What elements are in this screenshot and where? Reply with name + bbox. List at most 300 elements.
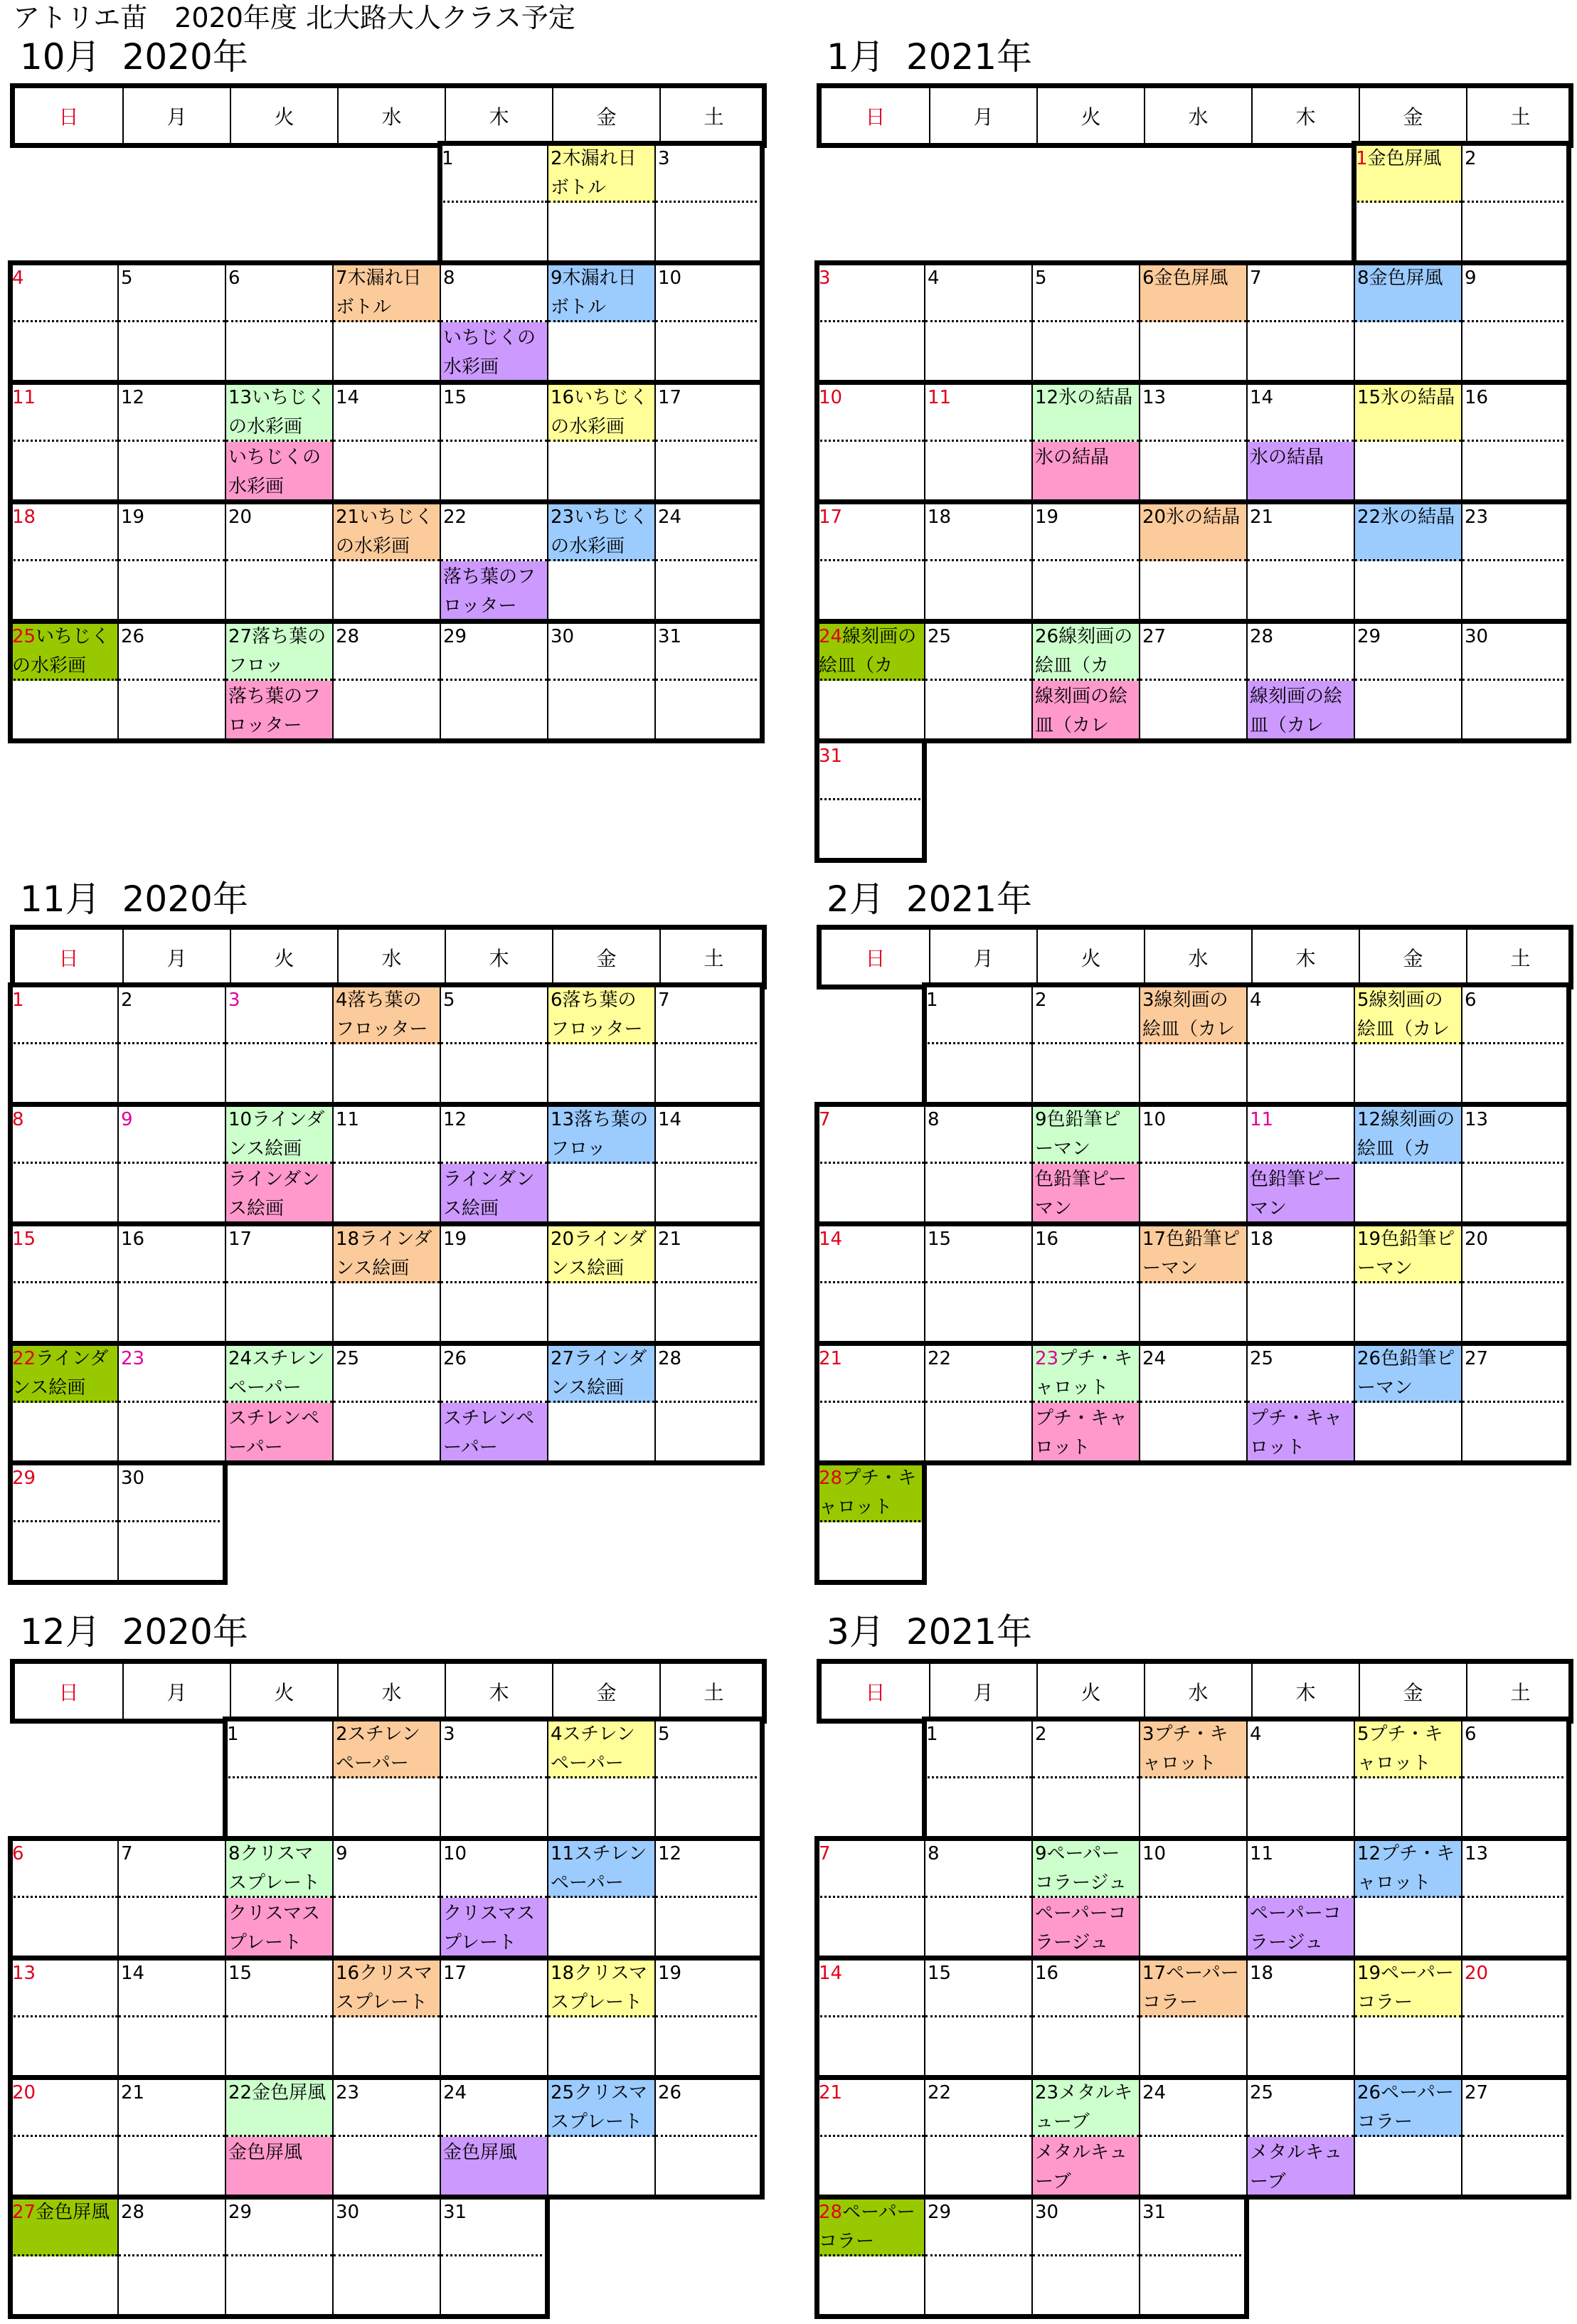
day-cell[interactable] [117,262,225,382]
class-title: 色鉛筆ピーマン [1142,1229,1241,1279]
class-slot-bottom [334,1044,440,1104]
day-cell[interactable] [10,1838,117,1958]
class-title: 木漏れ日ボトル [551,267,637,318]
day-cell[interactable] [332,985,440,1104]
year-label: 2020年 [122,879,248,920]
day-cell[interactable] [1031,1343,1139,1463]
class-slot-top [656,2077,762,2137]
day-cell[interactable] [1354,1719,1461,1838]
class-slot-top [1140,2077,1246,2137]
day-cell[interactable] [654,621,762,741]
day-cell[interactable] [225,621,332,741]
day-cell[interactable] [225,262,332,382]
day-number: 26 [1357,2082,1381,2103]
day-cell[interactable] [117,2197,225,2316]
day-cell[interactable] [440,502,547,621]
class-slot-top [656,1224,762,1283]
day-cell[interactable] [332,262,440,382]
day-number: 4 [1250,989,1262,1011]
day-cell[interactable] [1461,502,1568,621]
day-number: 16 [121,1229,145,1250]
day-cell[interactable] [1354,2077,1461,2197]
day-cell[interactable] [225,1838,332,1958]
class-slot-bottom [817,2137,924,2197]
day-cell[interactable] [1139,1343,1246,1463]
class-slot-top [1355,985,1461,1044]
class-slot-top [817,741,924,800]
day-cell[interactable] [924,502,1031,621]
day-cell[interactable] [547,143,654,262]
class-slot-top [817,2077,924,2137]
class-title: クリスマスプレート [443,1903,535,1953]
day-cell[interactable] [332,1224,440,1343]
class-slot-top [119,1838,225,1898]
day-cell[interactable] [654,143,762,262]
day-cell[interactable] [440,1838,547,1958]
day-number: 9 [336,1843,348,1864]
class-slot-bottom [10,681,117,741]
day-cell[interactable] [817,1224,924,1343]
class-slot-bottom [10,1403,117,1463]
day-cell[interactable] [547,621,654,741]
class-slot-bottom [548,1044,654,1104]
class-slot-top [119,382,225,442]
day-cell[interactable] [440,1224,547,1343]
day-cell[interactable] [440,143,547,262]
class-slot-bottom [10,322,117,382]
class-slot-top [1462,1958,1568,2017]
day-cell[interactable] [1139,262,1246,382]
day-cell[interactable] [817,1343,924,1463]
day-cell[interactable] [1031,1224,1139,1343]
day-cell[interactable] [547,1719,654,1838]
class-slot-bottom [817,1522,924,1582]
day-cell[interactable] [1031,502,1139,621]
class-slot-top [334,262,440,322]
class-slot-top [10,2077,117,2137]
class-slot-top [334,2197,440,2256]
day-cell[interactable] [1031,1958,1139,2077]
class-slot-top [441,2077,547,2137]
day-cell[interactable] [1354,1343,1461,1463]
day-cell[interactable] [117,502,225,621]
day-cell[interactable] [654,985,762,1104]
class-slot-bottom [1033,2256,1139,2316]
day-cell[interactable] [654,262,762,382]
day-cell[interactable] [1031,1719,1139,1838]
day-cell[interactable] [332,1838,440,1958]
day-cell[interactable] [547,262,654,382]
day-number: 28 [336,626,360,647]
day-cell[interactable] [225,1958,332,2077]
class-title: ラインダンス絵画 [551,1348,647,1399]
class-title: ラインダンス絵画 [228,1109,325,1160]
day-cell[interactable] [1354,1224,1461,1343]
day-cell[interactable] [1354,143,1461,262]
day-cell[interactable] [1354,1838,1461,1958]
day-cell[interactable] [1354,262,1461,382]
day-cell[interactable] [1461,985,1568,1104]
day-cell[interactable] [10,502,117,621]
day-cell[interactable] [654,502,762,621]
day-number: 28 [819,1468,843,1489]
day-cell[interactable] [117,1343,225,1463]
day-cell[interactable] [1139,985,1246,1104]
day-number: 12 [1357,1843,1381,1864]
day-cell[interactable] [332,1719,440,1838]
class-title: 氷の結晶 [1381,506,1455,528]
class-slot-bottom [119,1898,225,1958]
day-cell[interactable] [1139,1958,1246,2077]
day-number: 4 [551,1724,563,1745]
day-cell[interactable] [1461,1104,1568,1224]
class-slot-top [817,1463,924,1522]
day-cell[interactable] [440,2077,547,2197]
day-cell[interactable] [1031,382,1139,502]
day-number: 14 [658,1109,682,1130]
day-cell[interactable] [817,382,924,502]
class-slot-top [1248,1958,1354,2017]
day-cell[interactable] [817,262,924,382]
day-cell[interactable] [1461,1343,1568,1463]
day-cell[interactable] [1246,2077,1354,2197]
class-slot-bottom [548,1778,654,1838]
class-slot-top [548,1104,654,1164]
day-cell[interactable] [1461,1719,1568,1838]
day-number: 21 [336,506,360,528]
day-cell[interactable] [10,1224,117,1343]
day-cell[interactable] [1246,1838,1354,1958]
class-slot-bottom [924,1778,1031,1838]
class-title: 落ち葉のフロッター [551,989,643,1040]
day-cell[interactable] [10,985,117,1104]
class-slot-bottom [1248,2017,1354,2077]
day-cell[interactable] [547,1224,654,1343]
day-number: 10 [1142,1843,1167,1864]
day-number: 4 [12,267,24,289]
day-cell[interactable] [1246,1958,1354,2077]
day-cell[interactable] [654,1838,762,1958]
day-cell[interactable] [1139,382,1246,502]
day-number: 17 [1142,1963,1167,1984]
day-cell[interactable] [225,1104,332,1224]
day-cell[interactable] [547,1343,654,1463]
day-cell[interactable] [225,2197,332,2316]
day-number: 2 [336,1724,348,1745]
day-cell[interactable] [1031,985,1139,1104]
day-cell[interactable] [1461,382,1568,502]
day-cell[interactable] [924,1838,1031,1958]
day-cell[interactable] [440,2197,547,2316]
day-cell[interactable] [1031,2197,1139,2316]
day-cell[interactable] [1354,985,1461,1104]
class-slot-bottom [548,322,654,382]
day-cell[interactable] [225,2077,332,2197]
class-slot-bottom [817,2017,924,2077]
class-slot-bottom [1462,322,1568,382]
day-cell[interactable] [817,2197,924,2316]
day-number: 5 [121,267,133,289]
weekday-3: 水 [337,1664,445,1719]
class-slot-top [1355,262,1461,322]
day-number: 21 [819,1348,843,1369]
day-number: 24 [443,2082,467,2103]
day-cell[interactable] [440,1104,547,1224]
day-cell[interactable] [1031,1838,1139,1958]
class-slot-top [925,2077,1031,2137]
day-cell[interactable] [1461,2077,1568,2197]
day-cell[interactable] [924,262,1031,382]
day-cell[interactable] [117,985,225,1104]
class-slot-top [1248,1104,1354,1164]
weekday-5: 金 [552,1664,659,1719]
day-number: 23 [121,1348,145,1369]
day-cell[interactable] [225,985,332,1104]
class-slot-bottom [656,203,762,262]
day-cell[interactable] [117,1104,225,1224]
class-slot-bottom [817,561,924,621]
day-cell[interactable] [817,621,924,741]
day-cell[interactable] [1031,262,1139,382]
day-cell[interactable] [817,2077,924,2197]
class-title: 線刻画の絵皿（カ [1035,626,1133,676]
class-slot-bottom [1033,442,1139,502]
class-slot-bottom [1140,2137,1246,2197]
day-cell[interactable] [1461,262,1568,382]
day-cell[interactable] [1246,621,1354,741]
day-cell[interactable] [1139,1838,1246,1958]
day-cell[interactable] [225,1343,332,1463]
class-slot-bottom [225,1778,332,1838]
day-cell[interactable] [817,1958,924,2077]
class-slot-bottom [817,1283,924,1343]
class-slot-bottom [1033,1403,1139,1463]
day-cell[interactable] [10,1958,117,2077]
day-cell[interactable] [547,1104,654,1224]
day-cell[interactable] [10,621,117,741]
day-number: 25 [1250,1348,1274,1369]
day-cell[interactable] [440,1719,547,1838]
class-slot-bottom [925,1403,1031,1463]
day-cell[interactable] [924,985,1031,1104]
day-cell[interactable] [1246,262,1354,382]
day-cell[interactable] [1461,1224,1568,1343]
day-number: 28 [1250,626,1274,647]
day-number: 18 [12,506,36,528]
month-title [827,878,1032,920]
day-cell[interactable] [332,1343,440,1463]
day-cell[interactable] [225,1224,332,1343]
day-cell[interactable] [1139,2197,1246,2316]
day-cell[interactable] [440,382,547,502]
day-cell[interactable] [117,621,225,741]
day-cell[interactable] [654,382,762,502]
day-cell[interactable] [1246,382,1354,502]
class-slot-top [10,382,117,442]
day-cell[interactable] [1031,1104,1139,1224]
class-title: いちじくの水彩画 [336,506,434,557]
day-cell[interactable] [117,2077,225,2197]
class-title: スチレンペーパー [228,1348,325,1399]
class-slot-bottom [334,442,440,502]
day-cell[interactable] [117,382,225,502]
class-slot-bottom [656,1283,762,1343]
class-title: 氷の結晶 [1035,447,1110,468]
day-cell[interactable] [1354,621,1461,741]
day-cell[interactable] [1139,2077,1246,2197]
day-cell[interactable] [547,1958,654,2077]
class-slot-top [1462,143,1568,203]
day-number: 6 [1465,1724,1477,1745]
day-cell[interactable] [117,1958,225,2077]
day-cell[interactable] [654,1958,762,2077]
day-cell[interactable] [1354,1104,1461,1224]
day-cell[interactable] [10,1463,117,1582]
class-title: いちじくの水彩画 [228,447,322,497]
day-cell[interactable] [1461,1958,1568,2077]
month-label: 11月 [20,879,101,920]
class-slot-bottom [1140,1403,1246,1463]
day-number: 3 [658,148,670,169]
day-cell[interactable] [1246,502,1354,621]
day-number: 28 [658,1348,682,1369]
day-cell[interactable] [117,1224,225,1343]
day-cell[interactable] [654,1719,762,1838]
weekday-6: 土 [659,1664,767,1719]
day-cell[interactable] [440,621,547,741]
class-slot-top [10,1958,117,2017]
day-cell[interactable] [1461,143,1568,262]
day-cell[interactable] [547,502,654,621]
day-cell[interactable] [10,2077,117,2197]
class-slot-top [440,143,547,203]
day-cell[interactable] [1139,1719,1246,1838]
day-cell[interactable] [924,1224,1031,1343]
day-cell[interactable] [1246,1719,1354,1838]
class-slot-top [334,1224,440,1283]
day-cell[interactable] [332,2197,440,2316]
day-cell[interactable] [924,621,1031,741]
class-title: ラインダンス絵画 [228,1169,320,1219]
day-cell[interactable] [817,1463,924,1582]
class-slot-bottom [1248,1164,1354,1224]
weekday-5: 金 [552,88,659,143]
class-title: プチ・キャロット [1250,1408,1343,1458]
weekday-1: 月 [122,930,230,985]
class-slot-bottom [334,1283,440,1343]
day-cell[interactable] [654,1343,762,1463]
weekday-2: 火 [230,88,337,143]
class-slot-top [334,1958,440,2017]
day-cell[interactable] [332,621,440,741]
day-cell[interactable] [654,1104,762,1224]
day-cell[interactable] [547,382,654,502]
day-cell[interactable] [547,1838,654,1958]
day-number: 16 [1465,387,1489,408]
day-cell[interactable] [654,2077,762,2197]
day-cell[interactable] [332,502,440,621]
day-cell[interactable] [1354,502,1461,621]
day-cell[interactable] [1139,1104,1246,1224]
day-cell[interactable] [924,1719,1031,1838]
day-cell[interactable] [817,1104,924,1224]
day-cell[interactable] [924,2197,1031,2316]
class-title: 氷の結晶 [1058,387,1133,408]
day-cell[interactable] [10,262,117,382]
day-cell[interactable] [10,1104,117,1224]
day-cell[interactable] [440,262,547,382]
day-cell[interactable] [332,382,440,502]
class-title: スチレンペーパー [551,1843,647,1894]
day-cell[interactable] [817,1838,924,1958]
day-cell[interactable] [117,1463,225,1582]
day-cell[interactable] [1246,1343,1354,1463]
day-number: 16 [336,1963,360,1984]
class-title: 色鉛筆ピーマン [1035,1109,1121,1160]
day-cell[interactable] [817,741,924,860]
day-cell[interactable] [332,1104,440,1224]
day-cell[interactable] [654,1224,762,1343]
day-cell[interactable] [440,1343,547,1463]
day-cell[interactable] [1139,621,1246,741]
day-cell[interactable] [10,1343,117,1463]
day-cell[interactable] [332,2077,440,2197]
day-number: 4 [1250,1724,1262,1745]
day-cell[interactable] [1031,2077,1139,2197]
day-cell[interactable] [817,502,924,621]
class-slot-bottom [1033,2137,1139,2197]
day-cell[interactable] [1246,1104,1354,1224]
day-cell[interactable] [225,382,332,502]
class-slot-top [1462,502,1568,561]
day-cell[interactable] [10,2197,117,2316]
day-cell[interactable] [225,1719,332,1838]
day-cell[interactable] [440,985,547,1104]
day-cell[interactable] [924,1343,1031,1463]
day-cell[interactable] [1461,621,1568,741]
day-cell[interactable] [924,382,1031,502]
day-number: 2 [1035,989,1047,1011]
weekday-1: 月 [929,930,1036,985]
day-cell[interactable] [440,1958,547,2077]
day-cell[interactable] [1031,621,1139,741]
day-cell[interactable] [924,1958,1031,2077]
day-cell[interactable] [10,382,117,502]
day-cell[interactable] [1246,1224,1354,1343]
day-cell[interactable] [117,1838,225,1958]
day-cell[interactable] [547,2077,654,2197]
class-slot-top [656,621,762,681]
day-cell[interactable] [1461,1838,1568,1958]
day-cell[interactable] [1354,1958,1461,2077]
day-number: 5 [1357,1724,1369,1745]
day-cell[interactable] [1139,1224,1246,1343]
day-cell[interactable] [1354,382,1461,502]
day-number: 15 [228,1963,253,1984]
day-cell[interactable] [924,1104,1031,1224]
day-cell[interactable] [924,2077,1031,2197]
class-slot-bottom [441,2017,547,2077]
day-cell[interactable] [332,1958,440,2077]
day-cell[interactable] [1246,985,1354,1104]
day-cell[interactable] [1139,502,1246,621]
day-cell[interactable] [225,502,332,621]
class-slot-bottom [226,1044,332,1104]
year-label: 2020年 [122,36,248,78]
day-cell[interactable] [547,985,654,1104]
day-number: 12 [658,1843,682,1864]
day-number: 31 [819,746,843,767]
